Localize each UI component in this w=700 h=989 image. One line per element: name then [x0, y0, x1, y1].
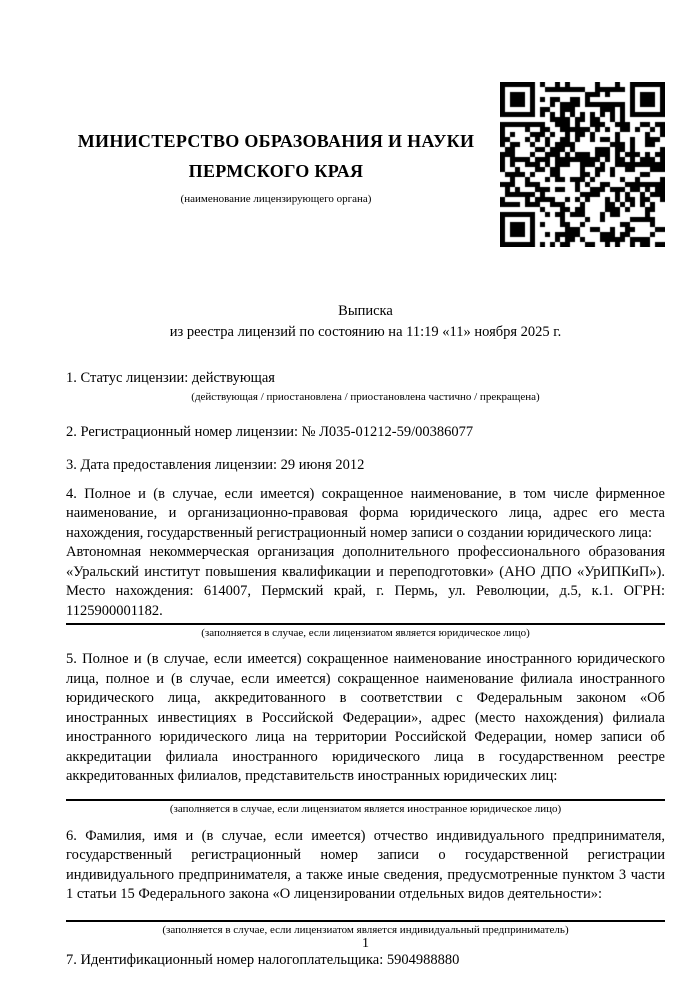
document-title-line2: из реестра лицензий по состоянию на 11:19 «11» ноября 2025 г.	[169, 324, 562, 340]
licensing-authority-block	[66, 80, 500, 207]
field-foreign-entity	[66, 650, 665, 787]
license-status-caption: (действующая / приостановлена / приостановлена частично / прекращена)	[191, 390, 540, 403]
legal-entity-value: Автономная некоммерческая организация дополнительного профессионального образования «Уральский институт повышения квалификации и переподготовки» (АНО ДПО «УрИПКиП»). Место нахождения: 614007, Пермский край, г. Пермь, ул. Революции, д.5, к.1. ОГРН: 1125900001182.	[66, 544, 665, 619]
field-legal-entity	[66, 485, 665, 622]
inn-value: 5904988880	[386, 951, 460, 968]
licensing-authority-caption: (наименование лицензирующего органа)	[180, 193, 372, 205]
license-status-value: действующая	[191, 370, 275, 386]
foreign-entity-text: 5. Полное и (в случае, если имеется) сокращенное наименование иностранного юридического лица, полное и (в случае, если имеется) сокращенное наименование филиала иностранного юридического лица, аккредитованного в соответствии с Федеральным законом «Об иностранных инвестициях в Российской Федерации», адрес (место нахождения) филиала иностранного юридического лица на территории Российской Федерации, номер записи об аккредитации филиала иностранного юридического лица в государственном реестре аккредитованных филиалов, представительств иностранных юридических лиц:	[66, 651, 665, 784]
licensing-authority-name-line2: ПЕРМСКОГО КРАЯ	[188, 161, 364, 181]
legal-entity-caption: (заполняется в случае, если лицензиатом является юридическое лицо)	[201, 627, 530, 639]
individual-entrepreneur-text: 6. Фамилия, имя и (в случае, если имеется) отчество индивидуального предпринимателя, государственный регистрационный номер записи о государственной регистрации индивидуального предпринимателя, а также иные сведения, предусмотренные пунктом 3 части 1 статьи 15 Федерального закона «О лицензировании отдельных видов деятельности»:	[66, 827, 665, 902]
field-license-status	[66, 369, 665, 389]
registration-number-label: 2. Регистрационный номер лицензии:	[66, 423, 299, 440]
document-header	[66, 0, 665, 247]
legal-entity-text: 4. Полное и (в случае, если имеется) сокращенное наименование, в том числе фирменное наименование, и организационно-правовая форма юридического лица, адрес его места нахождения, государственный регистрационный номер записи о создании юридического лица:	[66, 485, 665, 541]
qr-code	[500, 82, 665, 247]
qr-code-image	[500, 82, 665, 247]
field-individual-entrepreneur	[66, 827, 665, 905]
page-number: 1	[362, 935, 369, 951]
grant-date-label: 3. Дата предоставления лицензии:	[66, 457, 278, 473]
grant-date-value: 29 июня 2012	[280, 457, 365, 473]
registration-number-value: № Л035-01212-59/00386077	[301, 423, 474, 440]
inn-label: 7. Идентификационный номер налогоплательщика:	[66, 951, 384, 968]
field-grant-date	[66, 456, 665, 476]
field-inn	[66, 951, 665, 971]
document-title	[66, 301, 665, 343]
licensing-authority-name-line1: МИНИСТЕРСТВО ОБРАЗОВАНИЯ И НАУКИ	[77, 131, 475, 151]
foreign-entity-caption: (заполняется в случае, если лицензиатом является иностранное юридическое лицо)	[169, 802, 562, 815]
field-registration-number	[66, 423, 665, 443]
document-title-line1: Выписка	[338, 303, 393, 319]
individual-entrepreneur-caption: (заполняется в случае, если лицензиатом является индивидуальный предприниматель)	[162, 923, 569, 936]
license-status-label: 1. Статус лицензии:	[66, 370, 189, 386]
